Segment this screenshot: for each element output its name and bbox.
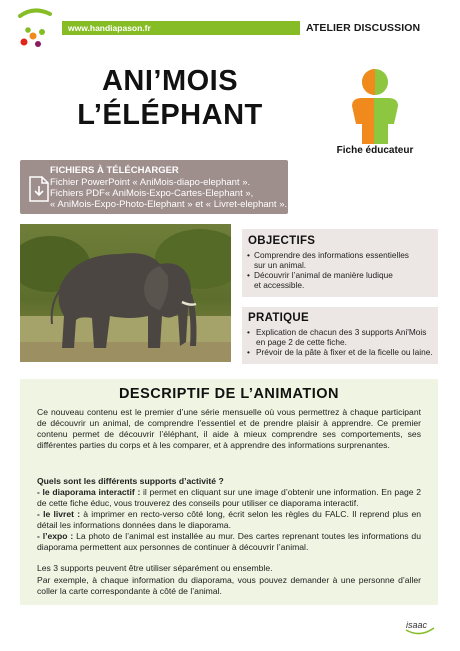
bullet-icon: • bbox=[247, 347, 250, 357]
objectif-1-line-2: sur un animal. bbox=[254, 260, 307, 270]
pratique-2-line-1: Prévoir de la pâte à fixer et de la ficelle ou laine. bbox=[256, 347, 433, 357]
supports-question: Quels sont les différents supports d’activité ? bbox=[37, 476, 224, 486]
title-line-2: L’ÉLÉPHANT bbox=[77, 99, 263, 131]
bullet-icon: • bbox=[247, 327, 250, 337]
download-file-pdf-more[interactable]: « AniMois-Expo-Photo-Elephant » et « Livret-elephant ». bbox=[50, 199, 288, 210]
title-line-1: ANI’MOIS bbox=[101, 65, 239, 97]
support-livret bbox=[37, 509, 421, 531]
download-title: FICHIERS À TÉLÉCHARGER bbox=[50, 165, 179, 176]
closing-line-2: Par exemple, à chaque information du diaporama, vous pouvez demander à une personne d’aller coller la carte correspondante à côté de l’animal. bbox=[37, 575, 421, 596]
objectif-2-line-1: Découvrir l’animal de manière ludique bbox=[254, 270, 393, 280]
bullet-icon: • bbox=[247, 250, 250, 260]
download-file-pdf[interactable]: Fichiers PDF« AniMois-Expo-Cartes-Elephant », bbox=[50, 188, 254, 199]
download-file-icon bbox=[26, 175, 52, 203]
support-livret-label: - le livret : bbox=[37, 509, 81, 519]
pratique-heading: PRATIQUE bbox=[248, 312, 309, 324]
objectifs-heading: OBJECTIFS bbox=[248, 235, 316, 247]
site-url[interactable]: www.handiapason.fr bbox=[68, 23, 151, 33]
section-label: ATELIER DISCUSSION bbox=[306, 22, 421, 34]
objectif-2-line-2: et accessible. bbox=[254, 280, 305, 290]
handiapason-logo bbox=[14, 8, 56, 48]
isaac-logo-text: isaac bbox=[406, 620, 428, 630]
pratique-1-line-1: Explication de chacun des 3 supports Ani'Mois bbox=[256, 327, 427, 337]
elephant-photo bbox=[20, 224, 231, 362]
descriptif-heading: DESCRIPTIF DE L’ANIMATION bbox=[118, 386, 340, 402]
support-diaporama-text: il permet en cliquant sur une image d’obtenir une information. En page 2 de cette fiche éduc, vous trouverez des conseils pour utiliser ce diaporama interactif. bbox=[37, 487, 421, 508]
support-expo-label: - l’expo : bbox=[37, 531, 74, 541]
support-expo bbox=[37, 531, 421, 553]
support-livret-text: à imprimer en recto-verso côté long, écrit selon les règles du FALC. Il reprend plus en détail les informations données dans le diaporama. bbox=[37, 509, 421, 530]
educator-label: Fiche éducateur bbox=[336, 145, 414, 156]
descriptif-intro: Ce nouveau contenu est le premier d’une série mensuelle où vous permettrez à chaque participant de découvrir un animal, de comprendre l’essentiel et de prendre plaisir à apprendre. Ce premier contenu permet de découvrir l’éléphant, il aide à mieux comprendre ses comportements, ses différentes parties du corps et à les comparer, et à apprendre des informations surprenantes. bbox=[37, 407, 421, 450]
closing-line-1: Les 3 supports peuvent être utiliser séparément ou ensemble. bbox=[37, 563, 273, 573]
support-diaporama bbox=[37, 487, 421, 509]
objectif-1-line-1: Comprendre des informations essentielles bbox=[254, 250, 409, 260]
page-title bbox=[20, 64, 320, 132]
download-file-powerpoint[interactable]: Fichier PowerPoint « AniMois-diapo-elephant ». bbox=[50, 177, 251, 188]
educator-icon bbox=[338, 64, 410, 144]
pratique-1-line-2: en page 2 de cette fiche. bbox=[256, 337, 347, 347]
support-expo-text: La photo de l’animal est installée au mur. Des cartes reprenant toutes les informations du diaporama permettent aux personnes de continuer à découvrir l’animal. bbox=[37, 531, 421, 552]
bullet-icon: • bbox=[247, 270, 250, 280]
support-diaporama-label: - le diaporama interactif : bbox=[37, 487, 141, 497]
